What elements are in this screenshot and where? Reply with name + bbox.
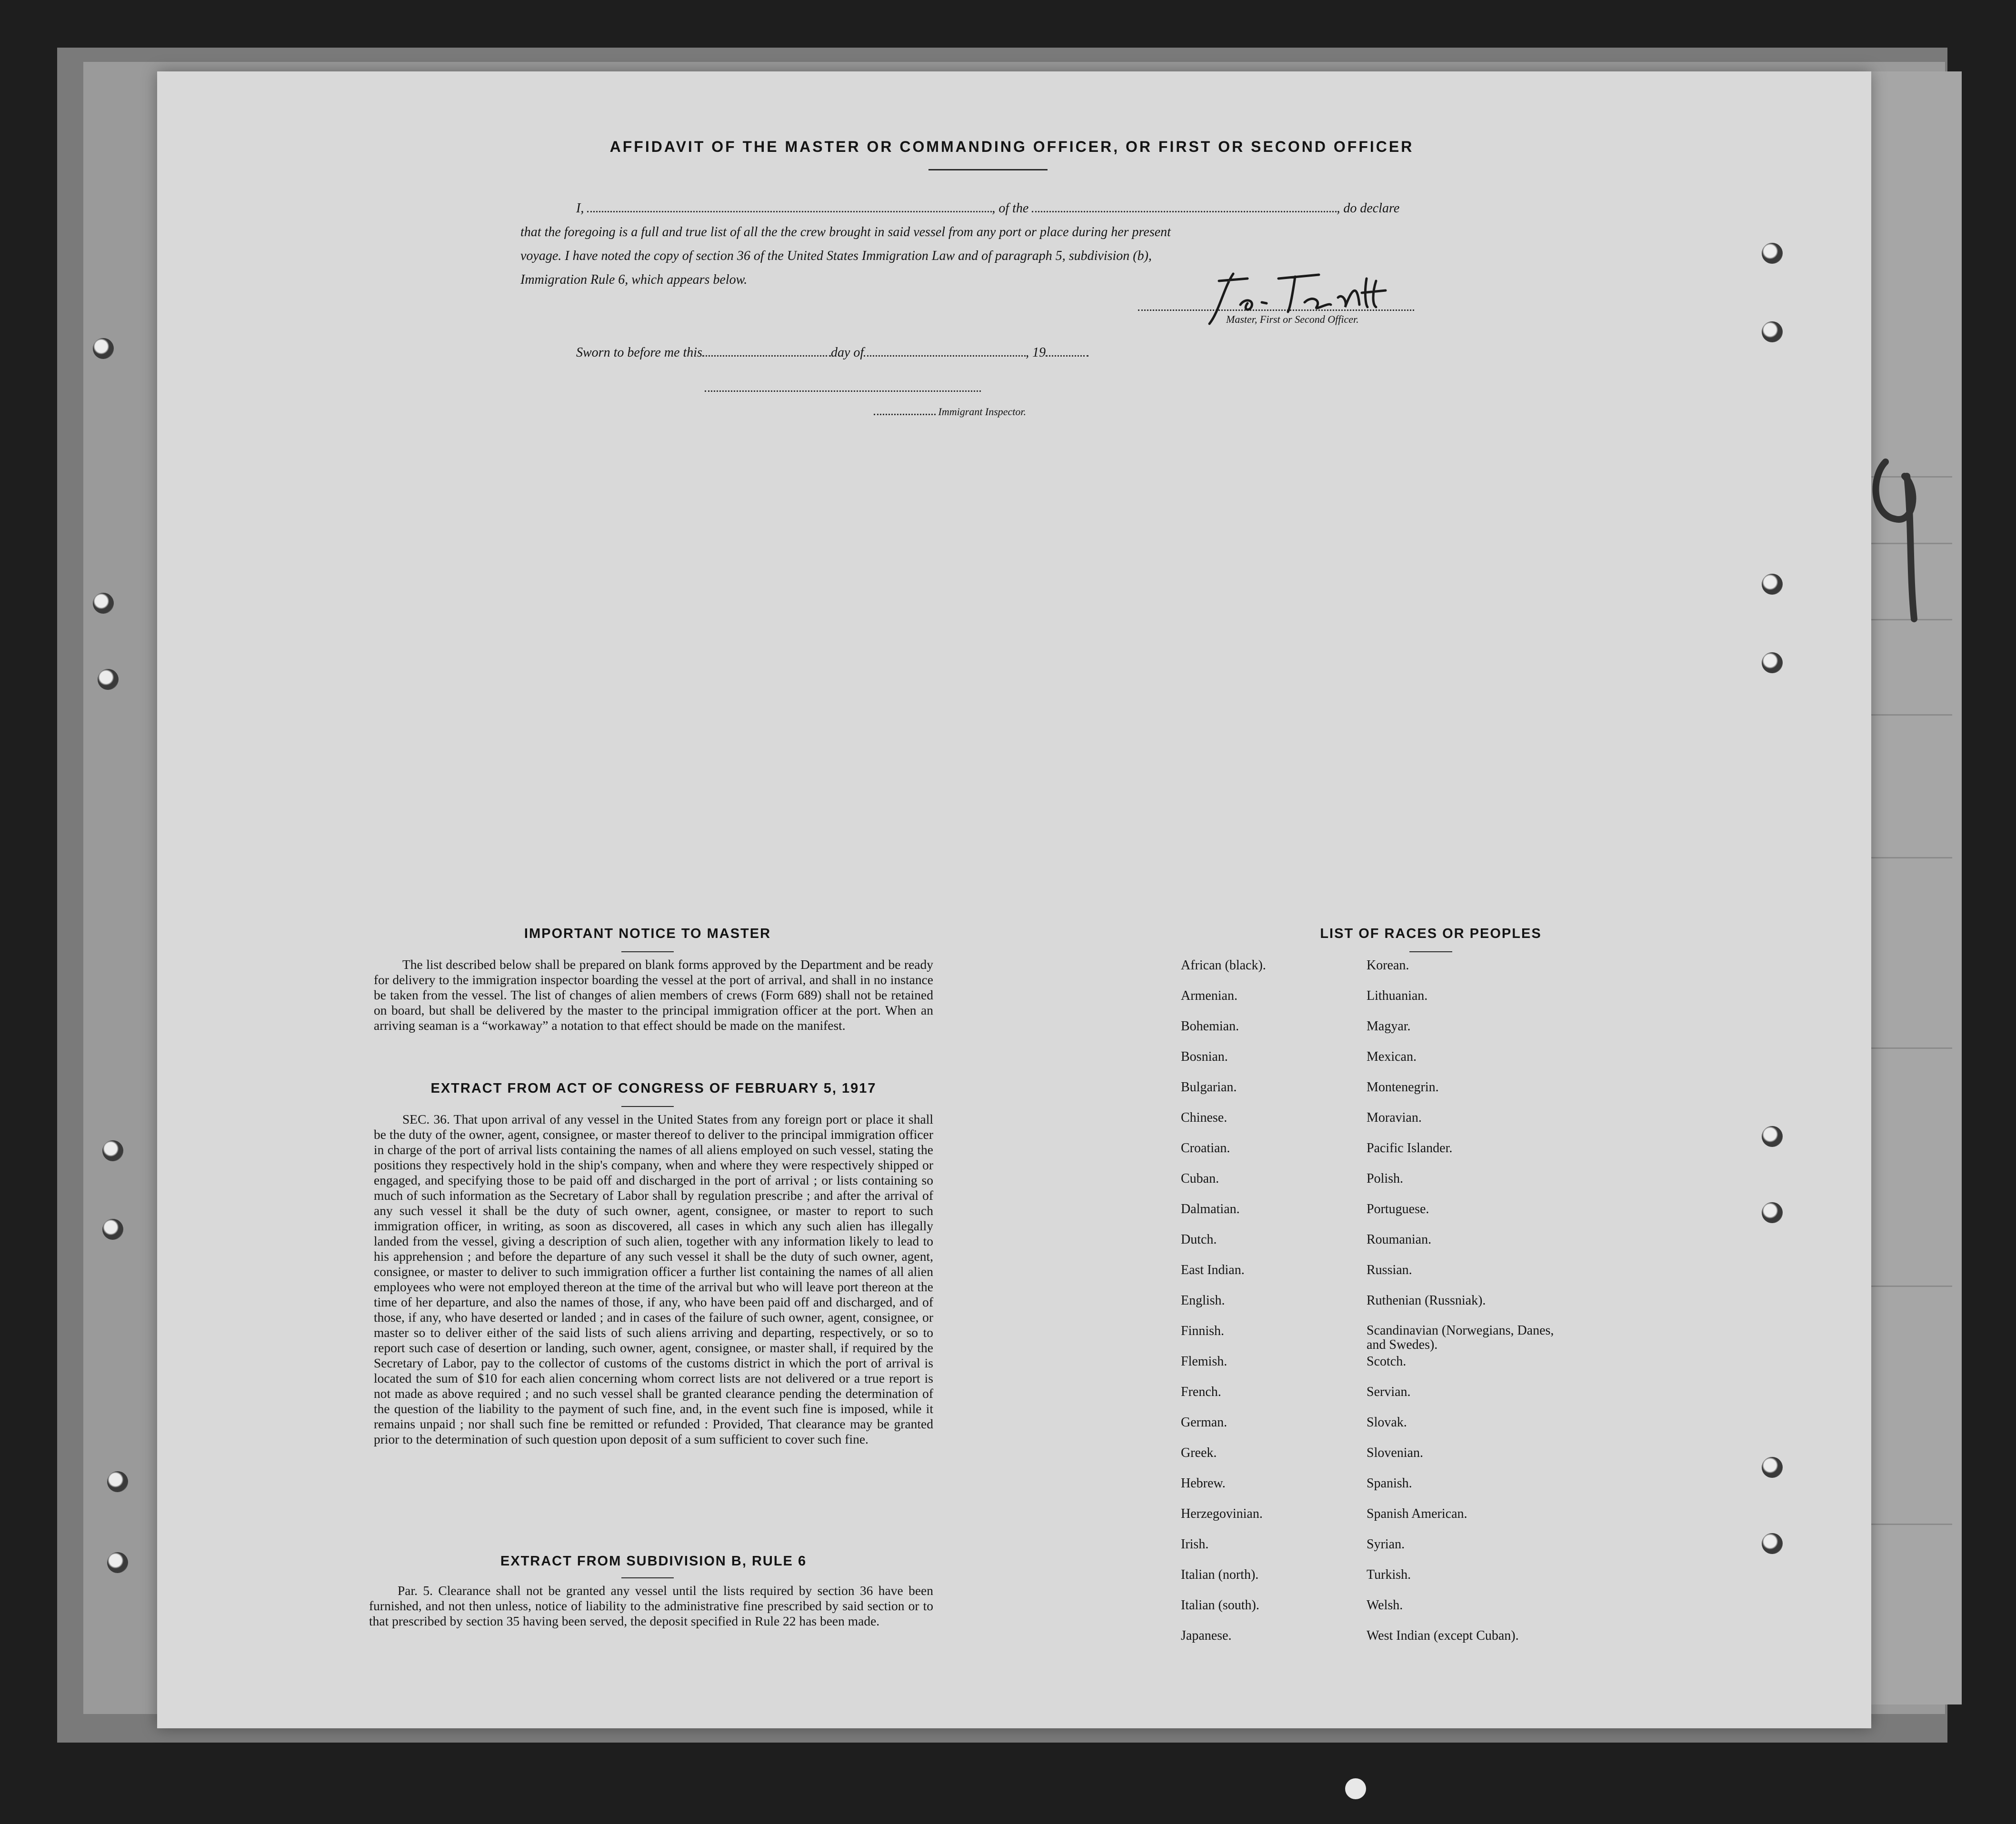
year-blank [1046, 355, 1088, 357]
binder-hole [1762, 1457, 1783, 1478]
extract-act-text: SEC. 36. That upon arrival of any vessel in the United States from any foreign port or place it shall be the duty of the owner, agent, consignee, or master thereof to deliver to the principal immigration officer in charge of the port of arrival lists containing the names of all aliens employed on such vessel, stating the positions they respectively hold in the ship's company, when and where they were respectively shipped or engaged, and specifying those to be paid off and discharged in the port of arrival ; or lists containing so much of such information as the Secretary of Labor shall by regulation prescribe ; and after the arrival of any such vessel it shall be the duty of such owner, agent, consignee, or master to report to such immigration officer, in writing, as soon as discovered, all cases in which any such alien has illegally landed from the vessel, giving a description of such alien, together with any information likely to lead to his apprehension ; and before the departure of any such vessel it shall be the duty of such owner, agent, consignee, or master to deliver to such immigration officer a further list containing the names of all alien employees who were not employed thereon at the time of the arrival but who will leave port thereon at the time of her departure, and also the names of those, if any, who have been paid off and discharged, and of those, if any, who have deserted or landed ; and in cases of the failure of such owner, agent, consignee, or master so to deliver either of the said lists of such aliens arriving and departing, respectively, or so to report such case of desertion or landing, such owner, agent, consignee, or master shall, if required by the Secretary of Labor, pay to the collector of customs of the customs district in which the port of arrival is located the sum of $10 for each alien concerning whom correct lists are not delivered or a true report is not made as above required ; and no such vessel shall be granted clearance pending the determination of the question of the liability to the payment of such fine, and, in the event such fine is imposed, while it remains unpaid ; nor shall such fine be remitted or refunded : Provided, That clearance may be granted prior to the determination of such question upon deposit of a sum sufficient to cover such fine. [374, 1112, 933, 1446]
race-item: Portuguese. [1367, 1202, 1429, 1216]
binder-hole [1762, 321, 1783, 342]
race-item: French. [1181, 1385, 1221, 1399]
binder-hole [93, 593, 114, 614]
notice-title: IMPORTANT NOTICE TO MASTER [524, 926, 771, 941]
signature-label: Master, First or Second Officer. [1226, 313, 1359, 325]
race-item: Scotch. [1367, 1354, 1407, 1369]
extract-rule-rule [621, 1577, 674, 1578]
race-item: African (black). [1181, 958, 1266, 973]
race-item: Montenegrin. [1367, 1080, 1439, 1095]
race-item: Croatian. [1181, 1141, 1230, 1156]
scan-marker-dot [1345, 1778, 1366, 1799]
race-item: Italian (south). [1181, 1598, 1259, 1613]
races-title: LIST OF RACES OR PEOPLES [1320, 926, 1542, 941]
binder-hole [1762, 1126, 1783, 1147]
race-item: German. [1181, 1415, 1228, 1430]
race-item: Flemish. [1181, 1354, 1228, 1369]
race-item: Syrian. [1367, 1537, 1405, 1552]
race-item: Italian (north). [1181, 1567, 1259, 1582]
race-item: East Indian. [1181, 1263, 1245, 1277]
race-item: Bohemian. [1181, 1019, 1239, 1034]
declaration-declare: , do declare [1337, 201, 1400, 216]
race-item: Magyar. [1367, 1019, 1411, 1034]
races-list [1181, 958, 1705, 1643]
race-item: Armenian. [1181, 988, 1238, 1003]
race-item: Finnish. [1181, 1324, 1225, 1338]
extract-act-paragraph [374, 1112, 933, 1447]
extract-act-rule [621, 1106, 674, 1107]
race-item: Greek. [1181, 1445, 1217, 1460]
race-item: Turkish. [1367, 1567, 1411, 1582]
day-blank [702, 355, 831, 357]
race-item: Dalmatian. [1181, 1202, 1240, 1216]
notice-text: The list described below shall be prepared on blank forms approved by the Department and be ready for delivery to the immigration inspector boarding the vessel at the port of arrival, and shall in no instance be taken from the vessel. The list of changes of alien members of crews (Form 689) shall not be retained on board, but shall be delivered by the master to the principal immigration officer at the port. When an arriving seaman is a “workaway” a notation to that effect should be made on the manifest. [374, 957, 933, 1033]
race-item: Irish. [1181, 1537, 1209, 1552]
handwritten-mark [1866, 448, 1928, 628]
binder-hole [102, 1219, 123, 1240]
binder-hole [1762, 652, 1783, 673]
race-item: Herzegovinian. [1181, 1506, 1263, 1521]
race-item: Slovak. [1367, 1415, 1407, 1430]
race-item: Mexican. [1367, 1049, 1417, 1064]
race-item: Spanish American. [1367, 1506, 1467, 1521]
inspector-blank [874, 414, 936, 415]
binder-hole [107, 1471, 128, 1492]
race-item: Scandinavian (Norwegians, Danes, and Swedes). [1367, 1323, 1554, 1352]
race-item: Roumanian. [1367, 1232, 1432, 1247]
declaration-of: , of the [992, 201, 1029, 216]
affidavit-sheet [157, 71, 1871, 1728]
affidavit-title: AFFIDAVIT OF THE MASTER OR COMMANDING OFFICER, OR FIRST OR SECOND OFFICER [609, 138, 1414, 155]
binder-hole [93, 338, 114, 359]
inspector-label: Immigrant Inspector. [938, 406, 1027, 418]
race-item: Korean. [1367, 958, 1409, 973]
race-item: Slovenian. [1367, 1445, 1423, 1460]
race-item: Chinese. [1181, 1110, 1228, 1125]
race-item: West Indian (except Cuban). [1367, 1628, 1519, 1643]
race-item: Bulgarian. [1181, 1080, 1237, 1095]
declaration-i: I, [576, 201, 584, 216]
binder-hole [98, 669, 119, 690]
race-item: Cuban. [1181, 1171, 1219, 1186]
extract-rule-text: Par. 5. Clearance shall not be granted any vessel until the lists required by section 36 have been furnished, and not then unless, notice of liability to the administrative fine prescribed by said section or to that prescribed by section 35 having been served, the deposit specified in Rule 22 has been made. [369, 1583, 933, 1628]
race-item: Spanish. [1367, 1476, 1412, 1491]
race-item: Moravian. [1367, 1110, 1422, 1125]
declaration-line-2: that the foregoing is a full and true list of all the the crew brought in said vessel from any port or place during her present [520, 225, 1171, 239]
race-item: Ruthenian (Russniak). [1367, 1293, 1486, 1308]
race-item: Welsh. [1367, 1598, 1403, 1613]
binder-hole [1762, 574, 1783, 595]
race-item: Servian. [1367, 1385, 1411, 1399]
sworn-year: , 19 [1026, 345, 1046, 360]
race-item: Pacific Islander. [1367, 1141, 1453, 1156]
binder-hole [107, 1552, 128, 1573]
extract-act-title: EXTRACT FROM ACT OF CONGRESS OF FEBRUARY 5, 1917 [430, 1081, 877, 1096]
sworn-line [576, 345, 1088, 360]
binder-hole [1762, 1202, 1783, 1223]
binder-hole [1762, 1533, 1783, 1554]
extract-rule-title: EXTRACT FROM SUBDIVISION B, RULE 6 [500, 1554, 807, 1569]
binder-hole [1762, 243, 1783, 264]
race-item: Hebrew. [1181, 1476, 1226, 1491]
sworn-day-of: day of [830, 345, 864, 360]
race-item: Japanese. [1181, 1628, 1232, 1643]
race-item: Lithuanian. [1367, 988, 1428, 1003]
notice-paragraph [374, 957, 933, 1033]
race-item: English. [1181, 1293, 1225, 1308]
inspector-line [874, 406, 1026, 418]
race-item: Polish. [1367, 1171, 1404, 1186]
vessel-blank [1032, 211, 1337, 212]
extract-rule-paragraph [369, 1583, 933, 1629]
month-blank [864, 355, 1026, 357]
race-item: Dutch. [1181, 1232, 1217, 1247]
declaration-line-4: Immigration Rule 6, which appears below. [520, 272, 748, 287]
inspector-signature-line [705, 390, 981, 392]
sworn-prefix: Sworn to before me this [576, 345, 702, 360]
title-underline [928, 169, 1048, 170]
race-item: Russian. [1367, 1263, 1412, 1277]
races-rule [1409, 951, 1452, 952]
binder-hole [102, 1140, 123, 1161]
race-item: Bosnian. [1181, 1049, 1228, 1064]
declaration-line-3: voyage. I have noted the copy of section 36 of the United States Immigration Law and of paragraph 5, subdivision (b), [520, 249, 1152, 263]
declaration-line-1 [576, 201, 1399, 216]
notice-rule [621, 951, 674, 952]
name-blank [587, 211, 992, 212]
